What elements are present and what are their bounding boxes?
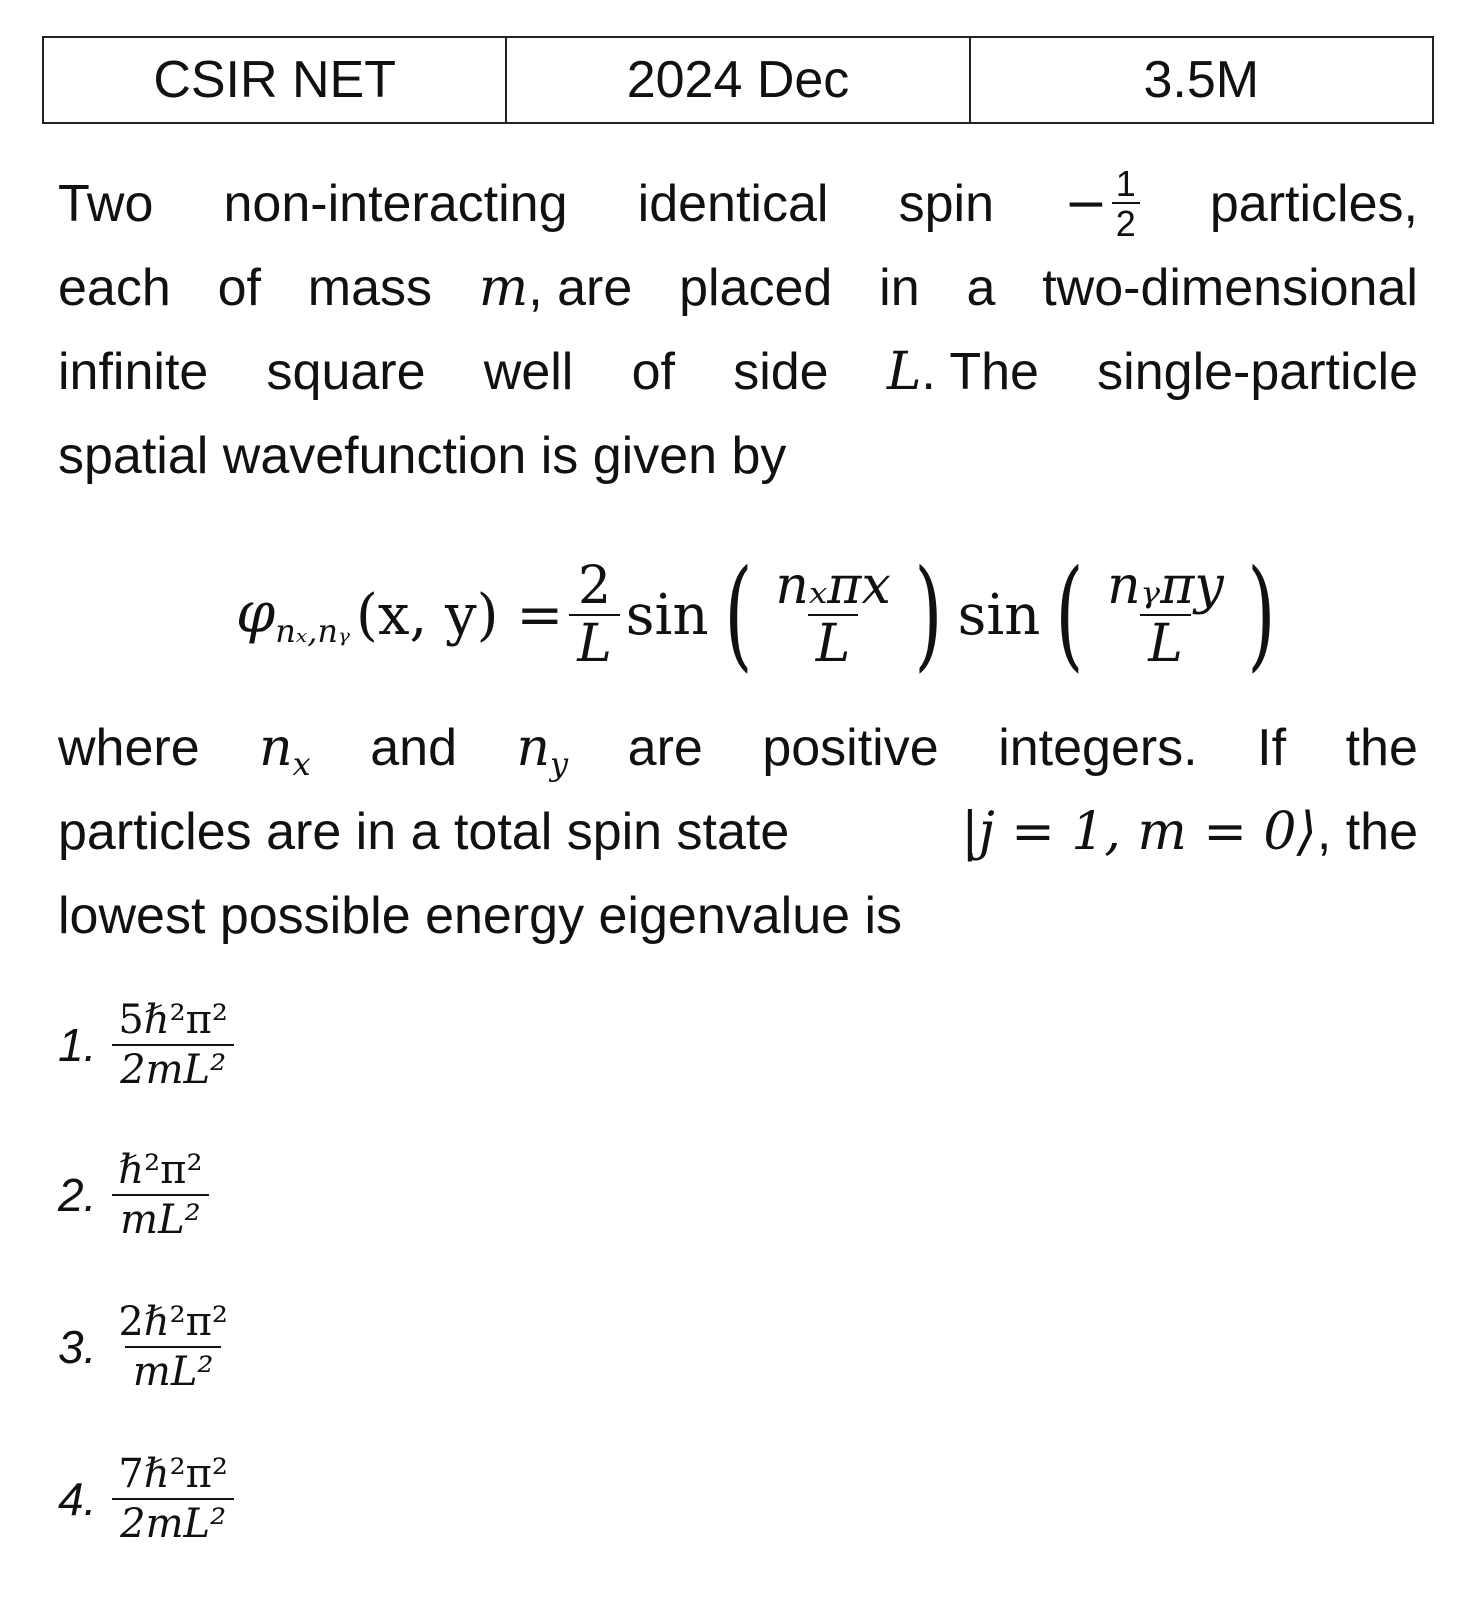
exam-info-table [42, 36, 1434, 124]
sine-function: sin [957, 582, 1041, 648]
side-symbol: L [886, 342, 922, 402]
left-paren: ( [1055, 545, 1084, 684]
phi-symbol [236, 581, 350, 650]
spin-state-group [961, 790, 1418, 874]
sine-function: sin [625, 582, 709, 648]
right-paren: ) [914, 545, 943, 684]
option-fraction [110, 1146, 210, 1244]
option-number: 1. [58, 1019, 97, 1071]
question-text-continued [58, 706, 1418, 958]
fraction-numerator: ℏ²π² [118, 1147, 203, 1193]
fraction-denominator: 2mL² [112, 1044, 234, 1094]
question-line-3 [58, 330, 1418, 414]
word: a [966, 259, 996, 317]
n-symbol: n [259, 718, 293, 778]
word: of [217, 259, 261, 317]
word: two-dimensional [1042, 259, 1418, 317]
word: and [370, 719, 458, 777]
half-fraction [1112, 163, 1140, 244]
option-number: 4. [58, 1473, 97, 1525]
mass-symbol: m [478, 258, 529, 318]
option-2[interactable] [58, 1146, 211, 1244]
word: side [733, 343, 829, 401]
question-line-text: lowest possible energy eigenvalue is [58, 887, 903, 945]
question-line-text: particles are in a total spin state [58, 803, 790, 861]
fraction-denominator: L [808, 614, 859, 672]
phi: φ [236, 580, 276, 646]
fraction-numerator: 1 [1115, 163, 1136, 204]
word: each [58, 259, 171, 317]
spin-state-ket: |j = 1, m = 0⟩ [961, 802, 1317, 862]
word: If [1257, 719, 1287, 777]
fraction-numerator: 2ℏ²π² [118, 1299, 228, 1345]
fraction-numerator: 7ℏ²π² [118, 1451, 228, 1497]
question-line-5 [58, 706, 1418, 790]
question-line-2 [58, 246, 1418, 330]
question-line-7 [58, 874, 1418, 958]
spin-half-fraction [1064, 162, 1140, 246]
fraction-numerator: nᵧπy [1107, 556, 1224, 616]
equation-arguments: (x, y) = [356, 582, 564, 648]
option-number: 2. [58, 1169, 97, 1221]
right-paren: ) [1247, 545, 1276, 684]
option-number: 3. [58, 1321, 97, 1373]
word: particles, [1209, 175, 1418, 233]
word: , are [528, 259, 633, 317]
word: square [266, 343, 426, 401]
question-text [58, 162, 1418, 498]
word: identical [637, 175, 829, 233]
word: infinite [58, 343, 209, 401]
minus-sign: − [1064, 174, 1108, 234]
exam-info-row [43, 37, 1433, 123]
option-3[interactable] [58, 1298, 236, 1396]
option-fraction [110, 1298, 236, 1396]
fraction-denominator: 2mL² [112, 1498, 234, 1548]
fraction-denominator: 2 [1112, 202, 1140, 242]
subscript: y [550, 745, 569, 783]
word: integers. [998, 719, 1198, 777]
question-line-text: spatial wavefunction is given by [58, 427, 787, 485]
word: of [631, 343, 675, 401]
option-fraction [110, 1450, 236, 1548]
side-symbol-group [887, 330, 1039, 414]
word: placed [679, 259, 833, 317]
mass-symbol-group [479, 246, 632, 330]
left-paren: ( [723, 545, 752, 684]
fraction-denominator: mL² [112, 1194, 209, 1244]
question-line-6 [58, 790, 1418, 874]
question-line-4 [58, 414, 1418, 498]
word: are [627, 719, 703, 777]
word: . The [921, 343, 1039, 401]
word: positive [762, 719, 939, 777]
exam-session-cell: 2024 Dec [506, 37, 969, 123]
fraction-denominator: L [569, 614, 620, 672]
phi-subscript: nₓ,nᵧ [275, 611, 351, 650]
fraction-denominator: L [1140, 614, 1191, 672]
word: well [483, 343, 574, 401]
fraction-denominator: mL² [125, 1346, 222, 1396]
word: the [1345, 719, 1418, 777]
option-1[interactable] [58, 996, 236, 1094]
marks-cell: 3.5M [970, 37, 1433, 123]
word: single-particle [1097, 343, 1418, 401]
word: non-interacting [223, 175, 568, 233]
word: spin [898, 175, 994, 233]
fraction-numerator: nₓπx [775, 556, 891, 616]
subscript: x [292, 745, 311, 783]
sine-argument-y [1099, 558, 1232, 672]
fraction-numerator: 2 [577, 556, 612, 616]
coefficient-fraction [569, 558, 620, 672]
exam-name-cell: CSIR NET [43, 37, 506, 123]
word: Two [58, 175, 154, 233]
n-symbol: n [516, 718, 551, 778]
word: mass [307, 259, 433, 317]
fraction-numerator: 5ℏ²π² [118, 997, 228, 1043]
word: , the [1316, 803, 1418, 861]
question-line-1 [58, 162, 1418, 246]
option-4[interactable] [58, 1450, 236, 1548]
word: in [879, 259, 920, 317]
wavefunction-equation [236, 540, 1285, 690]
sine-argument-x [767, 558, 898, 672]
word: where [58, 719, 200, 777]
option-fraction [110, 996, 236, 1094]
